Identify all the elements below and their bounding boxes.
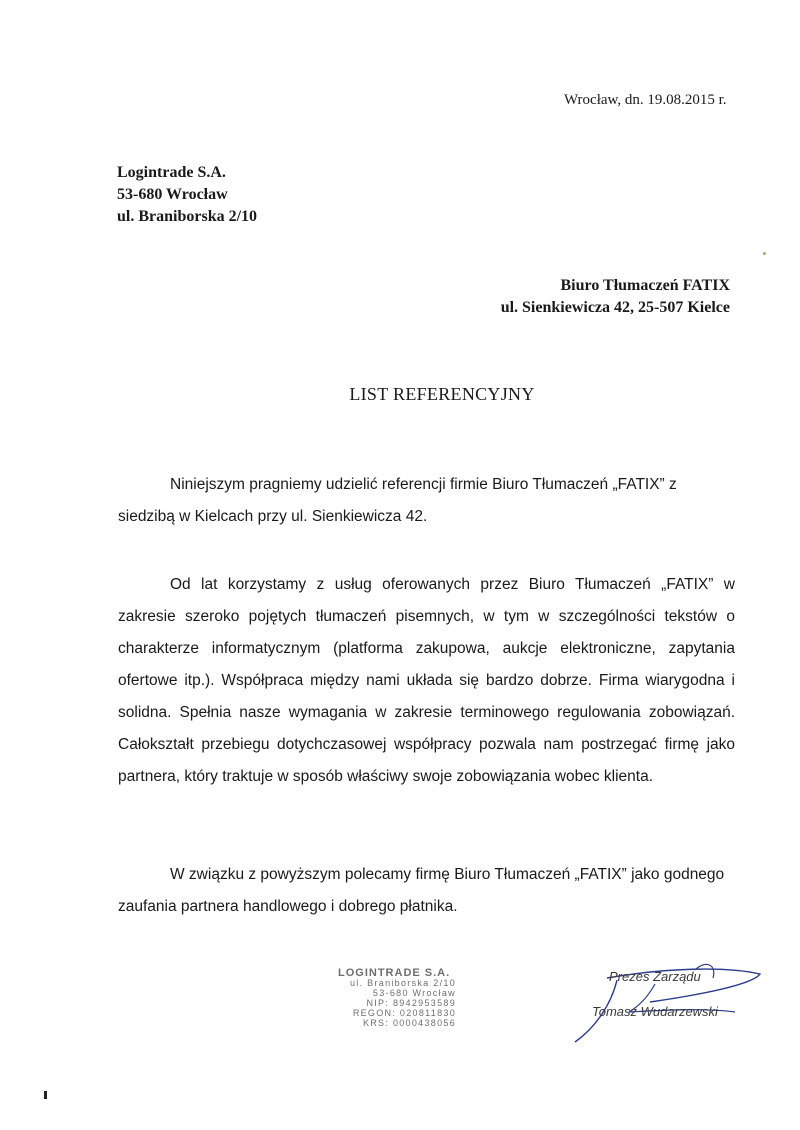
sender-company: Logintrade S.A. (117, 164, 226, 181)
paragraph-body (118, 569, 735, 793)
paragraph-conclusion (118, 859, 735, 923)
paragraph-body-text: Od lat korzystamy z usług oferowanych przez Biuro Tłumaczeń „FATIX” w zakresie szeroko pojętych tłumaczeń pisemnych, w tym w szczególności tekstów o charakterze informatycznym (platforma zakupowa, aukcje elektroniczne, zapytania ofertowe itp.). Współpraca między nami układa się bardzo dobrze. Firma wiarygodna i solidna. Spełnia nasze wymagania w zakresie terminowego regulowania zobowiązań. Całokształt przebiegu dotychczasowej współpracy pozwala nam postrzegać firmę jako partnera, który traktuje w sposób właściwy swoje zobowiązania wobec klienta. (118, 576, 735, 785)
stamp-regon: REGON: 020811830 (352, 1008, 456, 1018)
paragraph-conclusion-text: W związku z powyższym polecamy firmę Biuro Tłumaczeń „FATIX” jako godnego zaufania partnera handlowego i dobrego płatnika. (118, 866, 725, 915)
signatory-name: Tomasz Wudarzewski (592, 1004, 718, 1019)
letter-title: LIST REFERENCYJNY (349, 384, 535, 404)
paragraph-intro-text: Niniejszym pragniemy udzielić referencji firmie Biuro Tłumaczeń „FATIX” z siedzibą w Kielcach przy ul. Sienkiewicza 42. (118, 476, 677, 525)
scan-speck (763, 252, 766, 255)
letter-date: Wrocław, dn. 19.08.2015 r. (564, 92, 727, 108)
handwritten-signature (555, 950, 785, 1050)
sender-street: ul. Braniborska 2/10 (117, 208, 258, 225)
stamp-street: ul. Braniborska 2/10 (349, 978, 456, 988)
scan-mark (44, 1091, 47, 1099)
recipient-name: Biuro Tłumaczeń FATIX (560, 277, 730, 294)
stamp-city: 53-680 Wrocław (372, 988, 456, 998)
paragraph-intro (118, 469, 735, 533)
recipient-address: ul. Sienkiewicza 42, 25-507 Kielce (500, 299, 730, 316)
stamp-company-name: LOGINTRADE S.A. (338, 967, 451, 979)
sender-city: 53-680 Wrocław (117, 186, 228, 203)
signatory-role: Prezes Zarządu (609, 969, 701, 984)
stamp-krs: KRS: 0000438056 (362, 1018, 456, 1028)
stamp-nip: NIP: 8942953589 (366, 998, 456, 1008)
company-stamp (338, 968, 456, 1028)
